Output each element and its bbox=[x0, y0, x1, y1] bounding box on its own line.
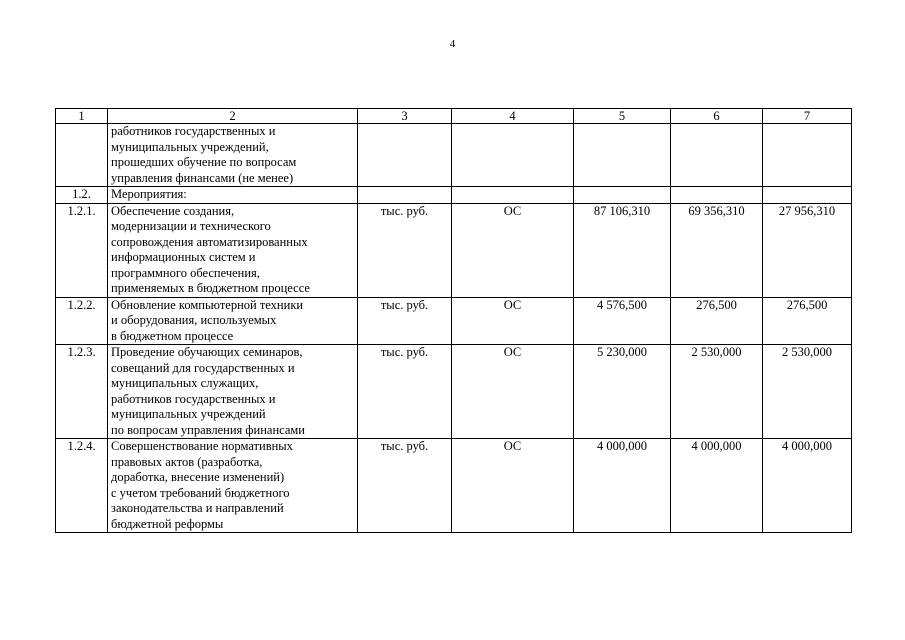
row-value-6: 276,500 bbox=[671, 297, 763, 345]
row-source bbox=[452, 124, 574, 187]
row-source bbox=[452, 187, 574, 204]
row-value-6 bbox=[671, 124, 763, 187]
row-unit: тыс. руб. bbox=[358, 345, 452, 439]
row-name: работников государственных и муниципальных учреждений, прошедших обучение по вопросам управления финансами (не менее) bbox=[108, 124, 358, 187]
row-value-6: 2 530,000 bbox=[671, 345, 763, 439]
row-source: ОС bbox=[452, 439, 574, 533]
row-value-6 bbox=[671, 187, 763, 204]
row-number: 1.2.1. bbox=[56, 203, 108, 297]
row-value-6: 69 356,310 bbox=[671, 203, 763, 297]
table-row bbox=[56, 124, 852, 187]
row-unit bbox=[358, 124, 452, 187]
row-name: Мероприятия: bbox=[108, 187, 358, 204]
row-value-7: 4 000,000 bbox=[763, 439, 852, 533]
row-value-5: 5 230,000 bbox=[574, 345, 671, 439]
row-number: 1.2.4. bbox=[56, 439, 108, 533]
table-row bbox=[56, 345, 852, 439]
row-value-6: 4 000,000 bbox=[671, 439, 763, 533]
row-value-5: 4 576,500 bbox=[574, 297, 671, 345]
row-unit: тыс. руб. bbox=[358, 203, 452, 297]
table-row bbox=[56, 297, 852, 345]
column-header: 6 bbox=[671, 109, 763, 124]
row-value-5: 87 106,310 bbox=[574, 203, 671, 297]
row-name: Совершенствование нормативных правовых актов (разработка, доработка, внесение изменений) с учетом требований бюджетного законодательства и направлений бюджетной реформы bbox=[108, 439, 358, 533]
row-number: 1.2. bbox=[56, 187, 108, 204]
row-unit: тыс. руб. bbox=[358, 297, 452, 345]
row-source: ОС bbox=[452, 345, 574, 439]
row-name: Проведение обучающих семинаров, совещаний для государственных и муниципальных служащих, работников государственных и муниципальных учреждений по вопросам управления финансами bbox=[108, 345, 358, 439]
row-unit: тыс. руб. bbox=[358, 439, 452, 533]
row-value-7 bbox=[763, 124, 852, 187]
column-header: 2 bbox=[108, 109, 358, 124]
row-value-5 bbox=[574, 187, 671, 204]
row-value-7 bbox=[763, 187, 852, 204]
table-row bbox=[56, 187, 852, 204]
column-header: 4 bbox=[452, 109, 574, 124]
row-value-7: 27 956,310 bbox=[763, 203, 852, 297]
table-row bbox=[56, 439, 852, 533]
page-number: 4 bbox=[449, 38, 456, 50]
column-header: 3 bbox=[358, 109, 452, 124]
row-value-5: 4 000,000 bbox=[574, 439, 671, 533]
budget-table bbox=[55, 108, 852, 533]
column-header: 7 bbox=[763, 109, 852, 124]
row-source: ОС bbox=[452, 297, 574, 345]
row-source: ОС bbox=[452, 203, 574, 297]
row-name: Обеспечение создания, модернизации и технического сопровождения автоматизированных информационных систем и программного обеспечения, применяемых в бюджетном процессе bbox=[108, 203, 358, 297]
row-value-5 bbox=[574, 124, 671, 187]
table-row bbox=[56, 203, 852, 297]
row-value-7: 2 530,000 bbox=[763, 345, 852, 439]
row-number: 1.2.2. bbox=[56, 297, 108, 345]
column-header: 5 bbox=[574, 109, 671, 124]
row-name: Обновление компьютерной техники и оборудования, используемых в бюджетном процессе bbox=[108, 297, 358, 345]
column-header: 1 bbox=[56, 109, 108, 124]
row-value-7: 276,500 bbox=[763, 297, 852, 345]
row-number bbox=[56, 124, 108, 187]
table-header-row bbox=[56, 109, 852, 124]
row-unit bbox=[358, 187, 452, 204]
row-number: 1.2.3. bbox=[56, 345, 108, 439]
